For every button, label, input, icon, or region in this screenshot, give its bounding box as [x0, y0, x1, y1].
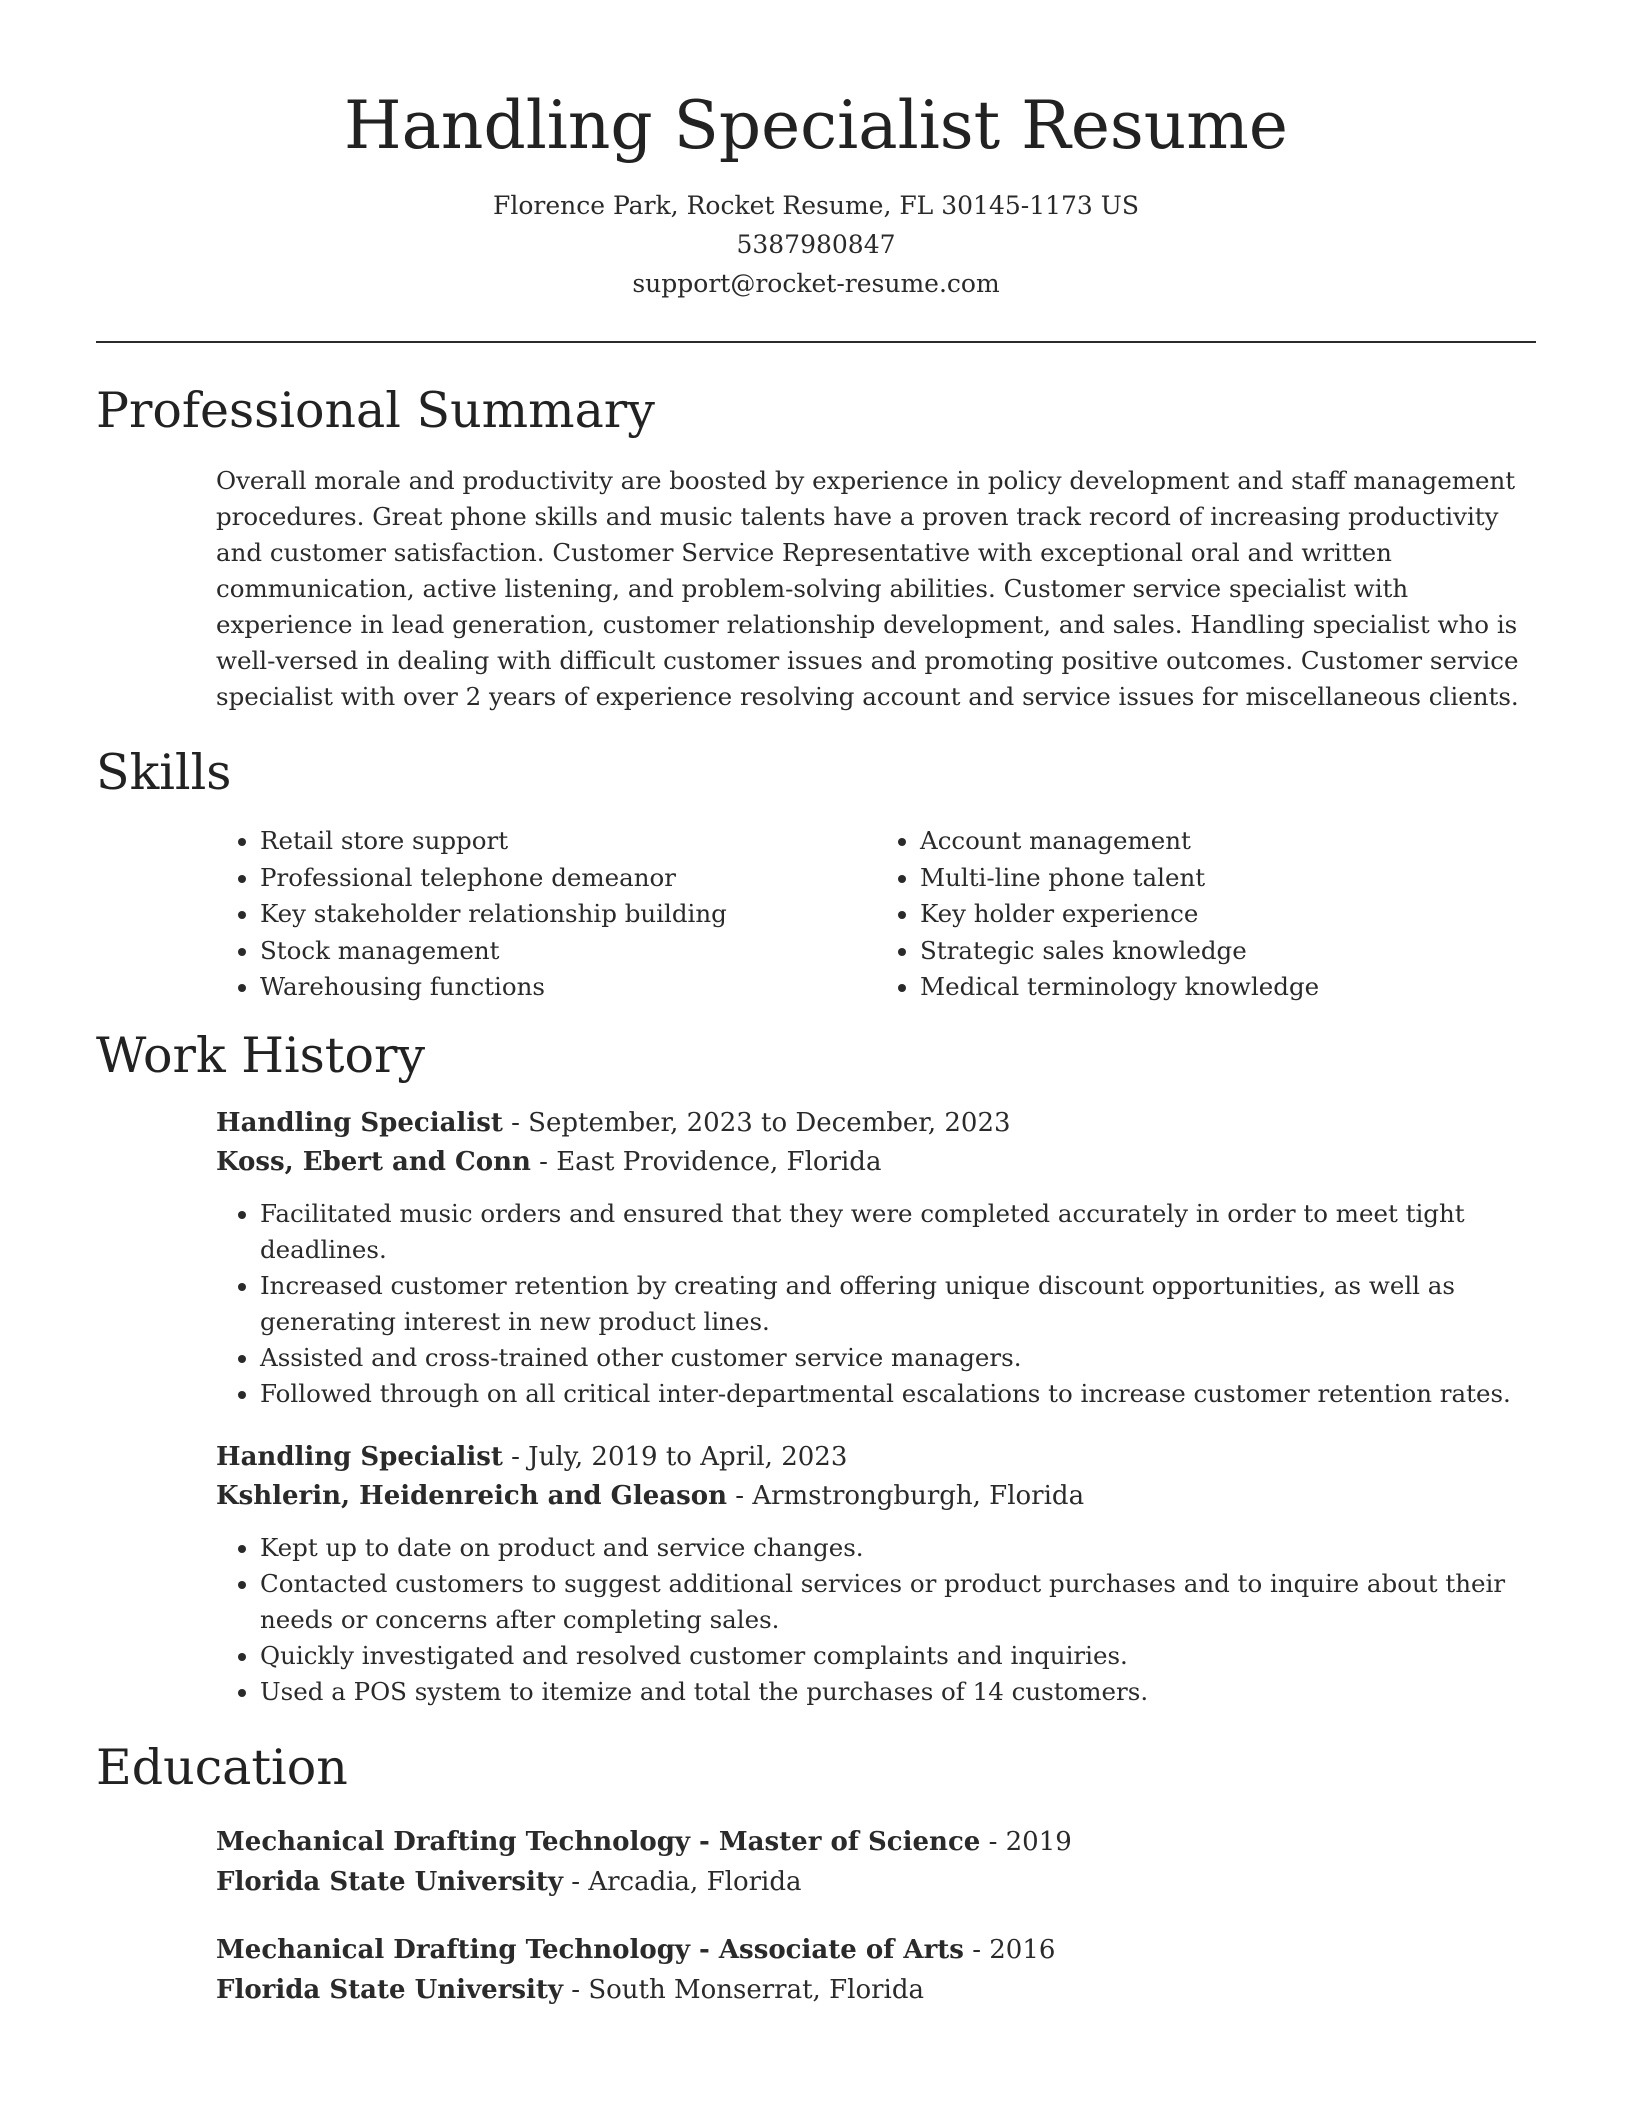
education-location: - Arcadia, Florida [563, 1866, 802, 1897]
education-year: - 2019 [980, 1826, 1072, 1857]
education-school: Florida State University [216, 1866, 564, 1897]
job-company-line [216, 1143, 1536, 1182]
job-bullet: • Assisted and cross-trained other customer service managers. [260, 1340, 1536, 1376]
job-bullet: • Followed through on all critical inter-departmental escalations to increase customer retention rates. [260, 1376, 1536, 1412]
job-dates: - September, 2023 to December, 2023 [502, 1107, 1011, 1138]
education-school: Florida State University [216, 1974, 564, 2005]
job-location: - Armstrongburgh, Florida [727, 1480, 1085, 1511]
job-bullet: • Used a POS system to itemize and total the purchases of 14 customers. [260, 1674, 1536, 1710]
skill-item: • Retail store support [260, 823, 876, 860]
education-heading: Education [96, 1738, 348, 1796]
job-bullet: • Kept up to date on product and service changes. [260, 1530, 1536, 1566]
job-bullets [216, 1530, 1536, 1710]
resume-title: Handling Specialist Resume [344, 87, 1288, 164]
job-bullet: • Contacted customers to suggest additional services or product purchases and to inquire about their needs or concerns after completing sales. [260, 1566, 1536, 1638]
education-degree-line [216, 1822, 1536, 1862]
job-role: Handling Specialist [216, 1441, 503, 1472]
education-school-line [216, 1970, 1536, 2010]
job-company: Kshlerin, Heidenreich and Gleason [216, 1480, 727, 1511]
skill-item: • Stock management [260, 933, 876, 970]
job-bullet: • Facilitated music orders and ensured that they were completed accurately in order to meet tight deadlines. [260, 1196, 1536, 1268]
job-bullet: • Quickly investigated and resolved customer complaints and inquiries. [260, 1638, 1536, 1674]
job-entry [216, 1438, 1536, 1710]
skill-item: • Multi-line phone talent [920, 860, 1536, 897]
education-location: - South Monserrat, Florida [563, 1974, 924, 2005]
job-location: - East Providence, Florida [530, 1146, 882, 1177]
job-company: Koss, Ebert and Conn [216, 1146, 531, 1177]
skills-heading: Skills [96, 744, 232, 801]
summary-heading: Professional Summary [96, 382, 655, 439]
education-field: Mechanical Drafting Technology [216, 1826, 690, 1857]
education-degree: - Associate of Arts [689, 1934, 964, 1965]
skills-list [216, 823, 1536, 1006]
education-degree: - Master of Science [689, 1826, 981, 1857]
contact-address: Florence Park, Rocket Resume, FL 30145-1173 US [493, 191, 1139, 220]
job-title-line [216, 1104, 1536, 1143]
contact-email: support@rocket-resume.com [632, 269, 1000, 298]
skill-item: • Strategic sales knowledge [920, 933, 1536, 970]
education-entry [216, 1822, 1536, 1902]
work-history-heading: Work History [96, 1026, 426, 1084]
education-entry [216, 1930, 1536, 2010]
skill-item: • Key holder experience [920, 896, 1536, 933]
job-bullets [216, 1196, 1536, 1412]
education-field: Mechanical Drafting Technology [216, 1934, 690, 1965]
job-title-line [216, 1438, 1536, 1477]
resume-header [96, 0, 1536, 303]
skill-item: • Account management [920, 823, 1536, 860]
header-divider [96, 341, 1536, 343]
skill-item: • Professional telephone demeanor [260, 860, 876, 897]
job-entry [216, 1104, 1536, 1412]
education-school-line [216, 1862, 1536, 1902]
resume-page [96, 0, 1536, 2010]
skill-item: • Medical terminology knowledge [920, 969, 1536, 1006]
job-dates: - July, 2019 to April, 2023 [502, 1441, 848, 1472]
job-bullet: • Increased customer retention by creating and offering unique discount opportunities, as well as generating interest in new product lines. [260, 1268, 1536, 1340]
skills-column-right [876, 823, 1536, 1006]
job-role: Handling Specialist [216, 1107, 503, 1138]
skill-item: • Warehousing functions [260, 969, 876, 1006]
skill-item: • Key stakeholder relationship building [260, 896, 876, 933]
education-degree-line [216, 1930, 1536, 1970]
skills-column-left [216, 823, 876, 1006]
education-year: - 2016 [963, 1934, 1056, 1965]
contact-phone: 5387980847 [736, 230, 896, 259]
job-company-line [216, 1477, 1536, 1516]
summary-text: Overall morale and productivity are boosted by experience in policy development and staff management procedures. Great phone skills and music talents have a proven track record of increasing productivity and customer satisfaction. Customer Service Representative with exceptional oral and written communication, active listening, and problem-solving abilities. Customer service specialist with experience in lead generation, customer relationship development, and sales. Handling specialist who is well-versed in dealing with difficult customer issues and promoting positive outcomes. Customer service specialist with over 2 years of experience resolving account and service issues for miscellaneous clients. [216, 466, 1519, 711]
